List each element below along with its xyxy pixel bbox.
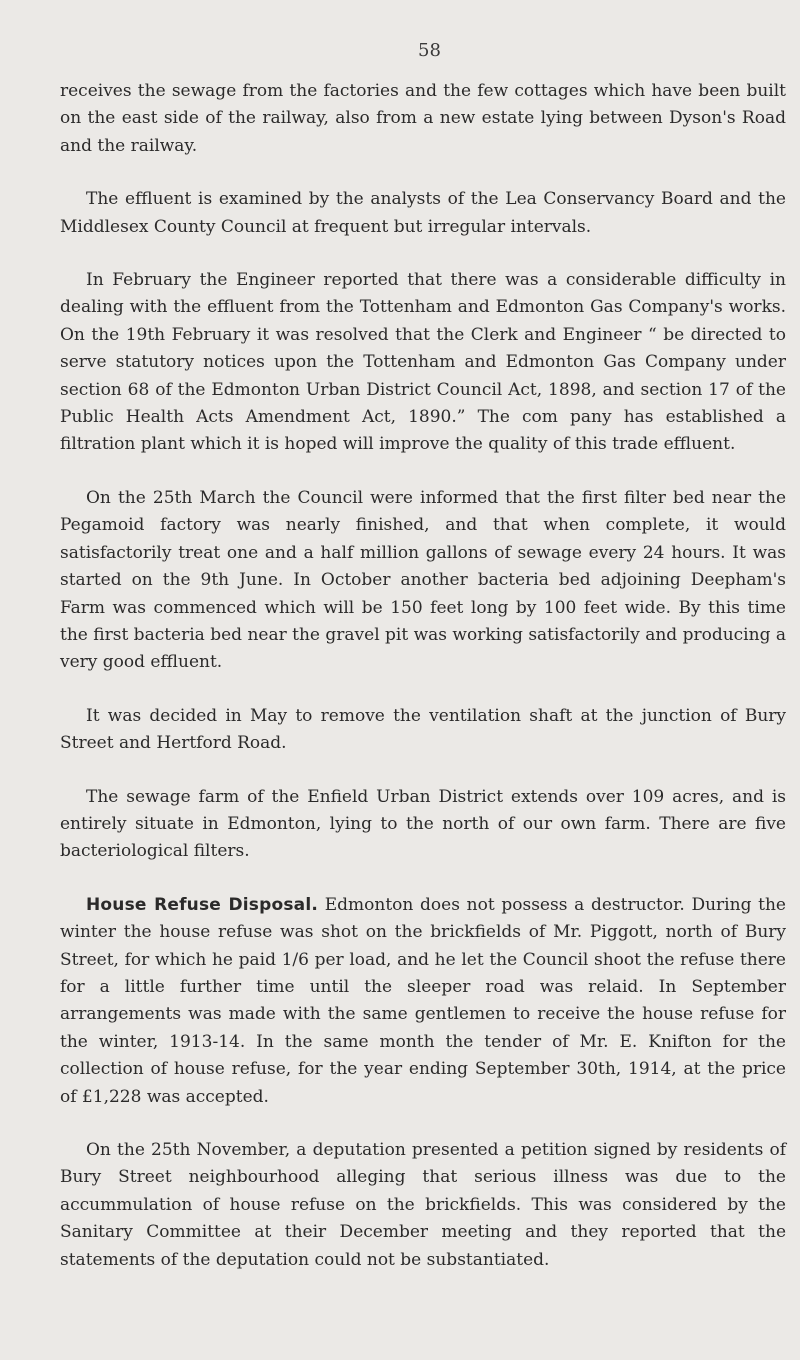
paragraph-house-refuse-disposal	[60, 892, 786, 1111]
paragraph-filter-beds: On the 25th March the Council were informed that the first filter bed near the Pegamoid factory was nearly finished, and that when complete, it would satisfactorily treat one and a half million gallons of sewage every 24 hours. It was started on the 9th June. In October another bacteria bed adjoining Deepham's Farm was commenced which will be 150 feet long by 100 feet wide. By this time the first bacteria bed near the gravel pit was working satisfactorily and producing a very good effluent.	[60, 487, 786, 673]
paragraph-enfield-sewage-farm: The sewage farm of the Enfield Urban District extends over 109 acres, and is entirely situate in Edmonton, lying to the north of our own farm. There are five bacteriological filters.	[60, 786, 786, 862]
page-number: 58	[418, 40, 441, 61]
paragraph-house-refuse-text: Edmonton does not possess a destructor. During the winter the house refuse was shot on the brickfields of Mr. Piggott, north of Bury Street, for which he paid 1/6 per load, and he let the Council shoot the refuse there for a little further time until the sleeper road was relaid. In September arrangements was made with the same gentlemen to receive the house refuse for the winter, 1913-14. In the same month the tender of Mr. E. Knifton for the collection of house refuse, for the year ending September 30th, 1914, at the price of £1,228 was accepted.	[60, 894, 786, 1107]
paragraph-ventilation-shaft: It was decided in May to remove the ventilation shaft at the junction of Bury Street and Hertford Road.	[60, 705, 786, 754]
paragraph-effluent-examination: The effluent is examined by the analysts of the Lea Conservancy Board and the Middlesex County Council at frequent but irregular intervals.	[60, 189, 786, 237]
body-text	[60, 78, 786, 1300]
section-heading-house-refuse: House Refuse Disposal.	[86, 894, 319, 915]
paragraph-deputation-petition: On the 25th November, a deputation presented a petition signed by residents of Bury Street neighbourhood alleging that serious illness was due to the accummulation of house refuse on the brickfields. This was considered by the Sanitary Committee at their December meeting and they reported that the statements of the deputation could not be substantiated.	[60, 1140, 786, 1270]
paragraph-sewage-sources: receives the sewage from the factories and the few cottages which have been built on the east side of the railway, also from a new estate lying between Dyson's Road and the railway.	[60, 81, 786, 156]
paragraph-gas-company-effluent: In February the Engineer reported that there was a considerable difficulty in dealing with the effluent from the Tottenham and Edmonton Gas Company's works. On the 19th February it was resolved that the Clerk and Engineer “ be directed to serve statutory notices upon the Tottenham and Edmonton Gas Company under section 68 of the Edmonton Urban District Council Act, 1898, and section 17 of the Public Health Acts Amendment Act, 1890.” The com pany has established a filtration plant which it is hoped will improve the quality of this trade effluent.	[60, 270, 786, 455]
